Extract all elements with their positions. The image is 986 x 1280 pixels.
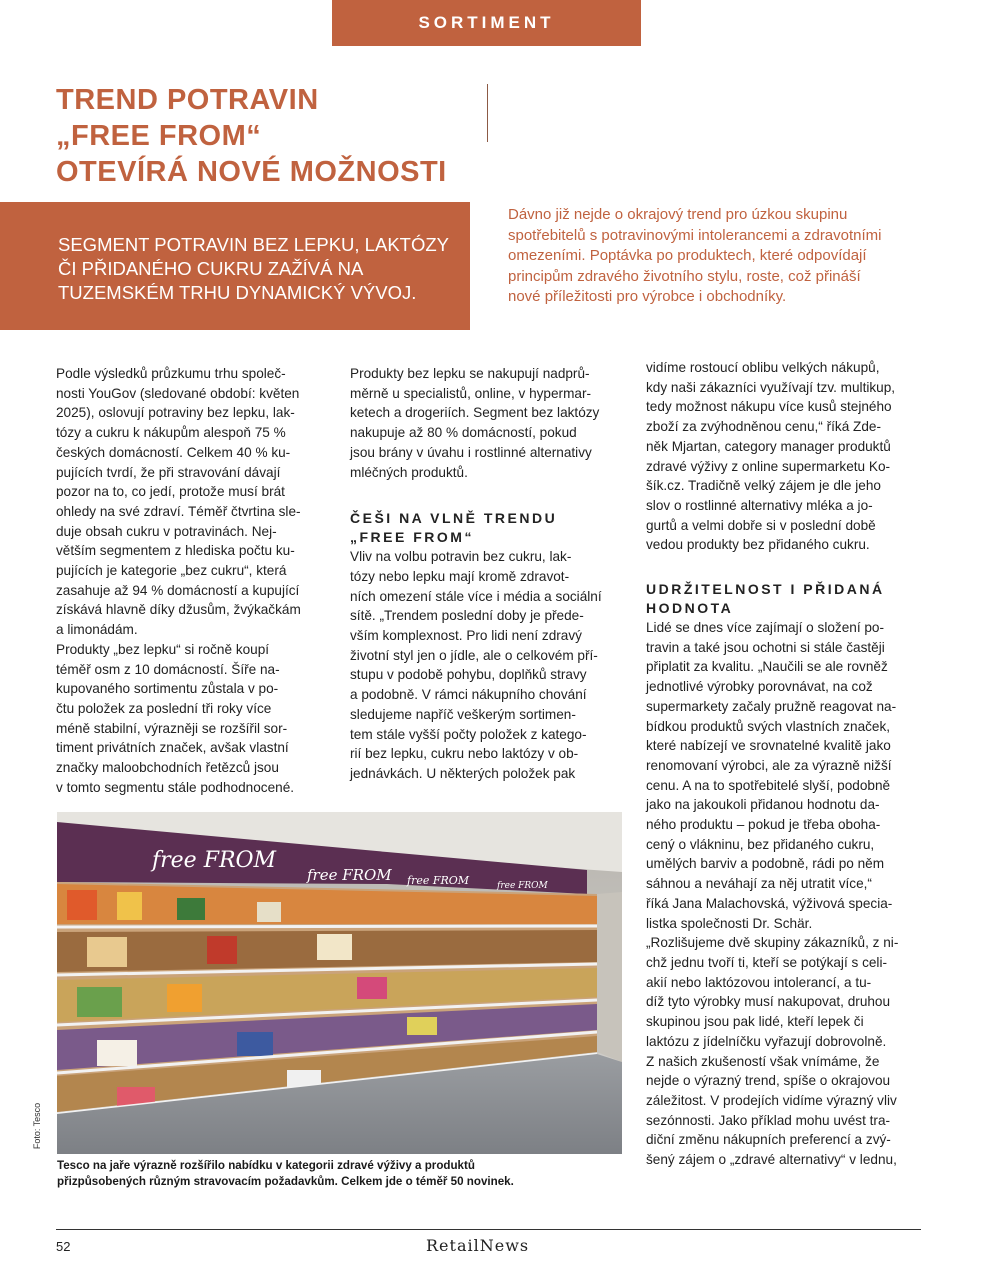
text-line: „FREE FROM“ — [350, 529, 474, 546]
text-line: ketech a drogeriích. Segment bez laktózy — [350, 405, 600, 421]
text-line: chž jednu tvoří ti, kteří se potýkají s celi- — [646, 954, 888, 970]
text-line: a podobně. V rámci nákupního chování — [350, 687, 587, 703]
lead-line: TUZEMSKÉM TRHU DYNAMICKÝ VÝVOJ. — [58, 282, 417, 303]
text-line: zdravé výživy z online supermarketu Ko- — [646, 458, 891, 474]
text-line: tózy nebo lepku mají kromě zdravot- — [350, 568, 570, 584]
text-line: jednotlivé výrobky porovnávat, na což — [646, 679, 873, 695]
text-line: rií bez lepku, cukru nebo laktózy v ob- — [350, 746, 579, 762]
text-line: pujících je kategorie „bez cukru“, která — [56, 563, 287, 579]
text-line: a limonádám. — [56, 622, 138, 638]
text-line: sáhnou a neváhají za něj utratit více,“ — [646, 876, 872, 892]
text-line: ohledy na své zdraví. Téměř čtvrtina sle- — [56, 503, 301, 519]
perex-line: principům zdravého životního stylu, roste, což přináší — [508, 267, 861, 285]
sign-text: free FROM — [407, 874, 470, 887]
text-line: Produkty „bez lepku“ si ročně koupí — [56, 641, 270, 657]
text-line: šík.cz. Tradičně velký zájem je dle jeho — [646, 478, 881, 494]
text-line: tózy a cukru k nákupům alespoň 75 % — [56, 425, 286, 441]
text-line: supermarkety začaly pružně reagovat na- — [646, 698, 897, 714]
text-line: travin a také jsou ochotni si stále častěji — [646, 639, 885, 655]
spacer — [646, 555, 926, 580]
text-line: laktózu z jídelníčku vyřazují dobrovolně. — [646, 1033, 887, 1049]
text-line: Lidé se dnes více zajímají o složení po- — [646, 620, 885, 636]
text-line: tem stále vyšší počty položek z katego- — [350, 726, 587, 742]
photo-caption — [57, 1158, 627, 1190]
text-line: cený o vlákninu, bez přidaného cukru, — [646, 836, 875, 852]
text-line: větším segmentem z hlediska počtu ku- — [56, 543, 295, 559]
text-line: mléčných produktů. — [350, 464, 468, 480]
text-line: nakupuje až 80 % domácností, pokud — [350, 425, 577, 441]
photo-credit-text: Foto: Tesco — [32, 1102, 43, 1150]
perex-line: spotřebitelů s potravinovými intolerancemi a zdravotními — [508, 226, 882, 244]
text-line: pozor na to, co jedí, protože musí brát — [56, 484, 285, 500]
column-3-body — [646, 618, 926, 1170]
text-line: stupu v podobě pohybu, doplňků stravy — [350, 667, 587, 683]
text-line: diční změnu nákupních preferencí a zvý- — [646, 1132, 891, 1148]
text-line: umělých barviv a podobně, rádi po něm — [646, 856, 885, 872]
subheading-cesi — [350, 509, 630, 547]
title-divider — [487, 84, 488, 142]
caption-line: Tesco na jaře výrazně rozšířilo nabídku v kategorii zdravé výživy a produktů — [57, 1159, 475, 1172]
sign-text: free FROM — [152, 848, 277, 873]
text-line: vidíme rostoucí oblibu velkých nákupů, — [646, 360, 880, 375]
column-2 — [350, 364, 630, 784]
text-line: šený zájem o „zdravé alternativy“ v lednu, — [646, 1152, 897, 1168]
text-line: gurtů a velmi dobře si v poslední době — [646, 517, 876, 533]
text-line: značky maloobchodních řetězců jsou — [56, 760, 279, 776]
text-line: jako na jakoukoli přidanou hodnotu da- — [646, 797, 880, 813]
title-line: TREND POTRAVIN — [56, 84, 319, 116]
text-line: životní styl jen o jídle, ale o celkovém pří- — [350, 647, 598, 663]
sign-text: free FROM — [497, 881, 548, 891]
lead-text — [58, 233, 468, 305]
sign-text: free FROM — [307, 866, 392, 884]
text-line: listka společnosti Dr. Schär. — [646, 915, 813, 931]
text-line: téměř osm z 10 domácností. Šíře na- — [56, 661, 280, 677]
column-1 — [56, 364, 330, 797]
text-line: cenu. A na to spotřebitelé slyší, podobně — [646, 777, 891, 793]
text-line: HODNOTA — [646, 600, 734, 617]
text-line: vším komplexnost. Pro lidi není zdravý — [350, 628, 582, 644]
text-line: kdy naši zákazníci využívají tzv. multikup, — [646, 379, 896, 395]
store-shelf-photo — [57, 812, 622, 1154]
column-2-body — [350, 547, 630, 783]
text-line: sledujeme napříč veškerým sortimen- — [350, 706, 576, 722]
text-line: Podle výsledků průzkumu trhu společ- — [56, 366, 286, 381]
text-line: měrně u specialistů, online, v hypermar- — [350, 385, 592, 401]
text-line: slov o rostlinné alternativy mléka a jo- — [646, 497, 873, 513]
text-line: nosti YouGov (sledované období: květen — [56, 385, 300, 401]
perex-line: nové příležitosti pro výrobce i obchodníky. — [508, 288, 787, 305]
column-3 — [646, 358, 926, 1170]
text-line: českých domácností. Celkem 40 % ku- — [56, 444, 291, 460]
text-line: v tomto segmentu stále podhodnocené. — [56, 779, 295, 795]
title-line: „FREE FROM“ — [56, 120, 262, 152]
text-line: záležitost. V prodejích vidíme výrazný vliv — [646, 1092, 897, 1108]
text-line: zboží za zvýhodněnou cenu,“ říká Zde- — [646, 419, 881, 435]
perex-line: Dávno již nejde o okrajový trend pro úzkou skupinu — [508, 206, 848, 223]
text-line: bídkou produktů svých vlastních značek, — [646, 718, 891, 734]
text-line: sítě. „Trendem poslední doby je přede- — [350, 608, 584, 624]
text-line: vedou produkty bez přidaného cukru. — [646, 537, 870, 553]
column-2-top — [350, 364, 630, 482]
text-line: renomovaní výrobci, ale za výrazně nižší — [646, 757, 892, 773]
lead-line: SEGMENT POTRAVIN BEZ LEPKU, LAKTÓZY — [58, 234, 449, 255]
text-line: jednávkách. U některých položek pak — [350, 765, 576, 781]
text-line: jsou brány v úvahu i rostlinné alternativy — [350, 444, 592, 460]
text-line: duje obsah cukru v potravinách. Nej- — [56, 523, 277, 539]
text-line: říká Jana Malachovská, výživová specia- — [646, 895, 893, 911]
perex-line: omezeními. Poptávka po produktech, které odpovídají — [508, 247, 867, 264]
text-line: čtu položek za poslední tři roky více — [56, 700, 272, 716]
text-line: ních omezení stále více i média a sociální — [350, 588, 602, 604]
section-label: SORTIMENT — [332, 0, 641, 46]
text-line: něk Mjartan, category manager produktů — [646, 438, 891, 454]
text-line: nejde o výrazný trend, spíše o okrajovou — [646, 1073, 891, 1089]
shelf-illustration — [57, 812, 622, 1154]
text-line: připlatit za kvalitu. „Naučili se ale rovněž — [646, 659, 888, 675]
perex — [508, 205, 948, 308]
text-line: které nabízejí ve srovnatelné kvalitě jako — [646, 738, 891, 754]
text-line: ČEŠI NA VLNĚ TRENDU — [350, 510, 558, 527]
magazine-logo: RetailNews — [426, 1236, 530, 1255]
text-line: Produkty bez lepku se nakupují nadprů- — [350, 366, 590, 381]
text-line: UDRŽITELNOST I PŘIDANÁ — [646, 581, 885, 598]
article-title — [56, 82, 486, 190]
text-line: Vliv na volbu potravin bez cukru, lak- — [350, 549, 572, 565]
photo-credit — [32, 1095, 48, 1155]
lead-line: ČI PŘIDANÉHO CUKRU ZAŽÍVÁ NA — [58, 258, 364, 279]
footer-divider — [56, 1229, 921, 1230]
text-line: díž tyto výrobky musí nakupovat, druhou — [646, 994, 891, 1010]
text-line: akií nebo laktózovou intolerancí, a tu- — [646, 974, 872, 990]
text-line: méně stabilní, výrazněji se rozšířil sor- — [56, 720, 288, 736]
title-line: OTEVÍRÁ NOVÉ MOŽNOSTI — [56, 156, 447, 188]
page-number: 52 — [56, 1239, 71, 1254]
text-line: pujících tvrdí, že při stravování dávají — [56, 464, 281, 480]
text-line: ného produktu – pokud je třeba oboha- — [646, 817, 881, 833]
text-line: Z našich zkušeností však vnímáme, že — [646, 1053, 880, 1069]
text-line: 2025), oslovují potraviny bez lepku, lak- — [56, 405, 295, 421]
text-line: „Rozlišujeme dvě skupiny zákazníků, z ni- — [646, 935, 899, 951]
text-line: kupovaného sortimentu zůstala v po- — [56, 681, 279, 697]
column-3-top — [646, 358, 926, 555]
text-line: zasahuje až 94 % domácností a kupující — [56, 582, 300, 598]
text-line: sezónnosti. Jako příklad mohu uvést tra- — [646, 1112, 891, 1128]
spacer — [350, 482, 630, 509]
subheading-udrzitelnost — [646, 580, 926, 618]
text-line: skupinou jsou pak lidé, kteří lepek či — [646, 1014, 864, 1030]
text-line: timent privátních značek, avšak vlastní — [56, 740, 289, 756]
text-line: tedy možnost nákupu více kusů stejného — [646, 399, 892, 415]
text-line: získává hlavně díky džusům, žvýkačkám — [56, 602, 301, 618]
caption-line: přizpůsobených různým stravovacím požadavkům. Celkem jde o téměř 50 novinek. — [57, 1175, 514, 1188]
